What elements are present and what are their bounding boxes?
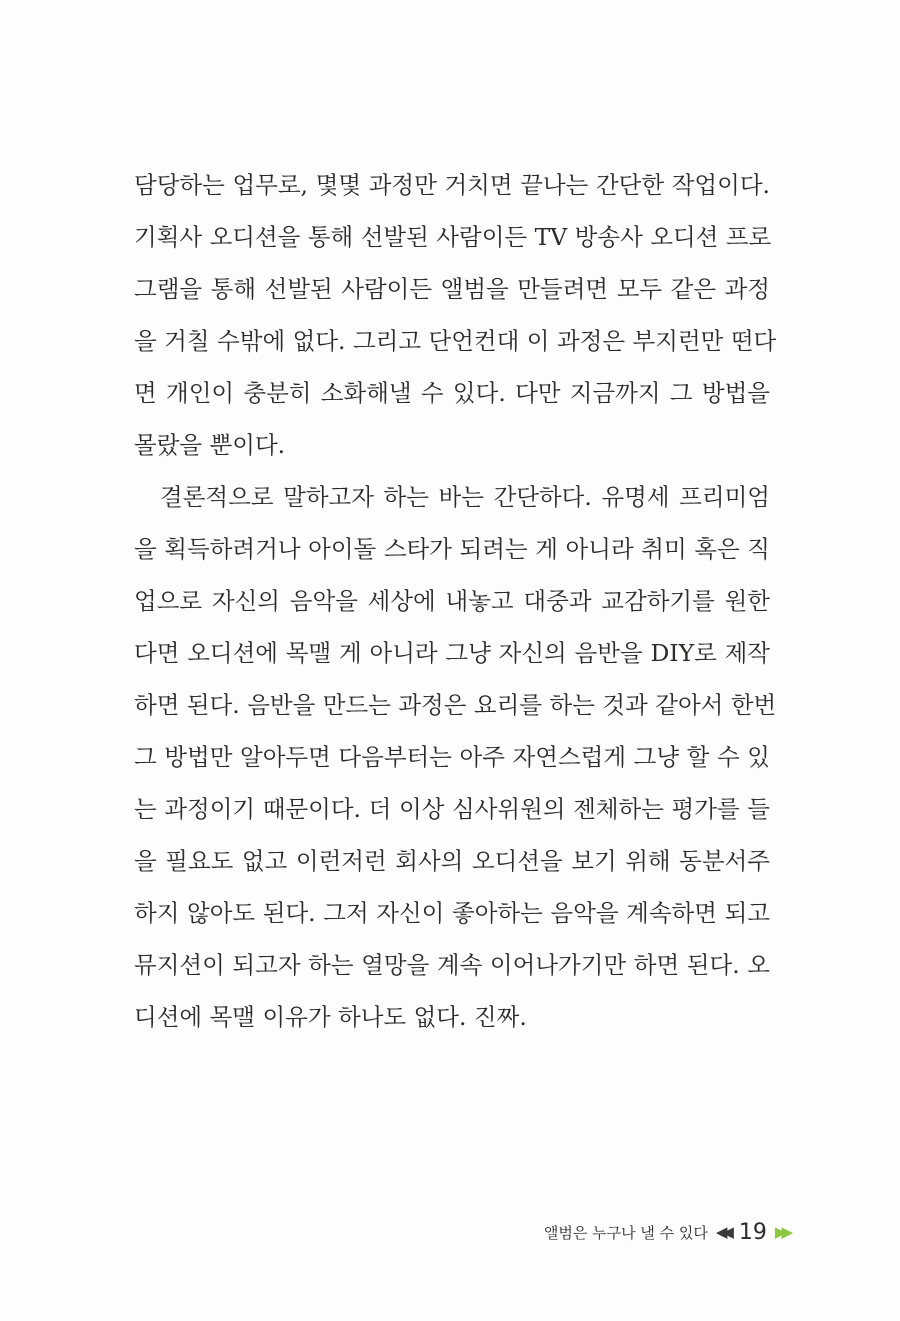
double-right-arrow-icon: ▶▶: [774, 1223, 788, 1241]
text-line: 담당하는 업무로, 몇몇 과정만 거치면 끝나는 간단한 작업이다.: [134, 171, 770, 199]
text-line: 그램을 통해 선발된 사람이든 앨범을 만들려면 모두 같은 과정: [134, 275, 770, 303]
page-footer: [544, 1216, 788, 1248]
text-line: 을 필요도 없고 이런저런 회사의 오디션을 보기 위해 동분서주: [134, 847, 770, 875]
text-line: 업으로 자신의 음악을 세상에 내놓고 대중과 교감하기를 원한: [134, 587, 770, 615]
text-line: 을 획득하려거나 아이돌 스타가 되려는 게 아니라 취미 혹은 직: [134, 535, 770, 563]
text-line: 하지 않아도 된다. 그저 자신이 좋아하는 음악을 계속하면 되고: [134, 899, 770, 927]
double-left-arrow-icon: ◀◀: [715, 1223, 729, 1241]
text-line: 면 개인이 충분히 소화해낼 수 있다. 다만 지금까지 그 방법을: [134, 379, 770, 407]
text-line: 는 과정이기 때문이다. 더 이상 심사위원의 젠체하는 평가를 들: [134, 795, 770, 823]
text-line: 하면 된다. 음반을 만드는 과정은 요리를 하는 것과 같아서 한번: [134, 691, 777, 719]
text-line: 결론적으로 말하고자 하는 바는 간단하다. 유명세 프리미엄: [160, 483, 770, 511]
text-line: 그 방법만 알아두면 다음부터는 아주 자연스럽게 그냥 할 수 있: [134, 743, 770, 771]
text-line: 몰랐을 뿐이다.: [134, 431, 286, 459]
body-text: [134, 159, 777, 1043]
page-number: 19: [738, 1219, 767, 1245]
text-line: 디션에 목맬 이유가 하나도 없다. 진짜.: [134, 1003, 527, 1031]
text-line: 다면 오디션에 목맬 게 아니라 그냥 자신의 음반을 DIY로 제작: [134, 639, 770, 667]
text-line: 뮤지션이 되고자 하는 열망을 계속 이어나가기만 하면 된다. 오: [134, 951, 770, 979]
text-line: 기획사 오디션을 통해 선발된 사람이든 TV 방송사 오디션 프로: [134, 223, 772, 251]
chapter-title: 앨범은 누구나 낼 수 있다: [543, 1223, 708, 1242]
text-line: 을 거칠 수밖에 없다. 그리고 단언컨대 이 과정은 부지런만 떤다: [134, 327, 777, 355]
